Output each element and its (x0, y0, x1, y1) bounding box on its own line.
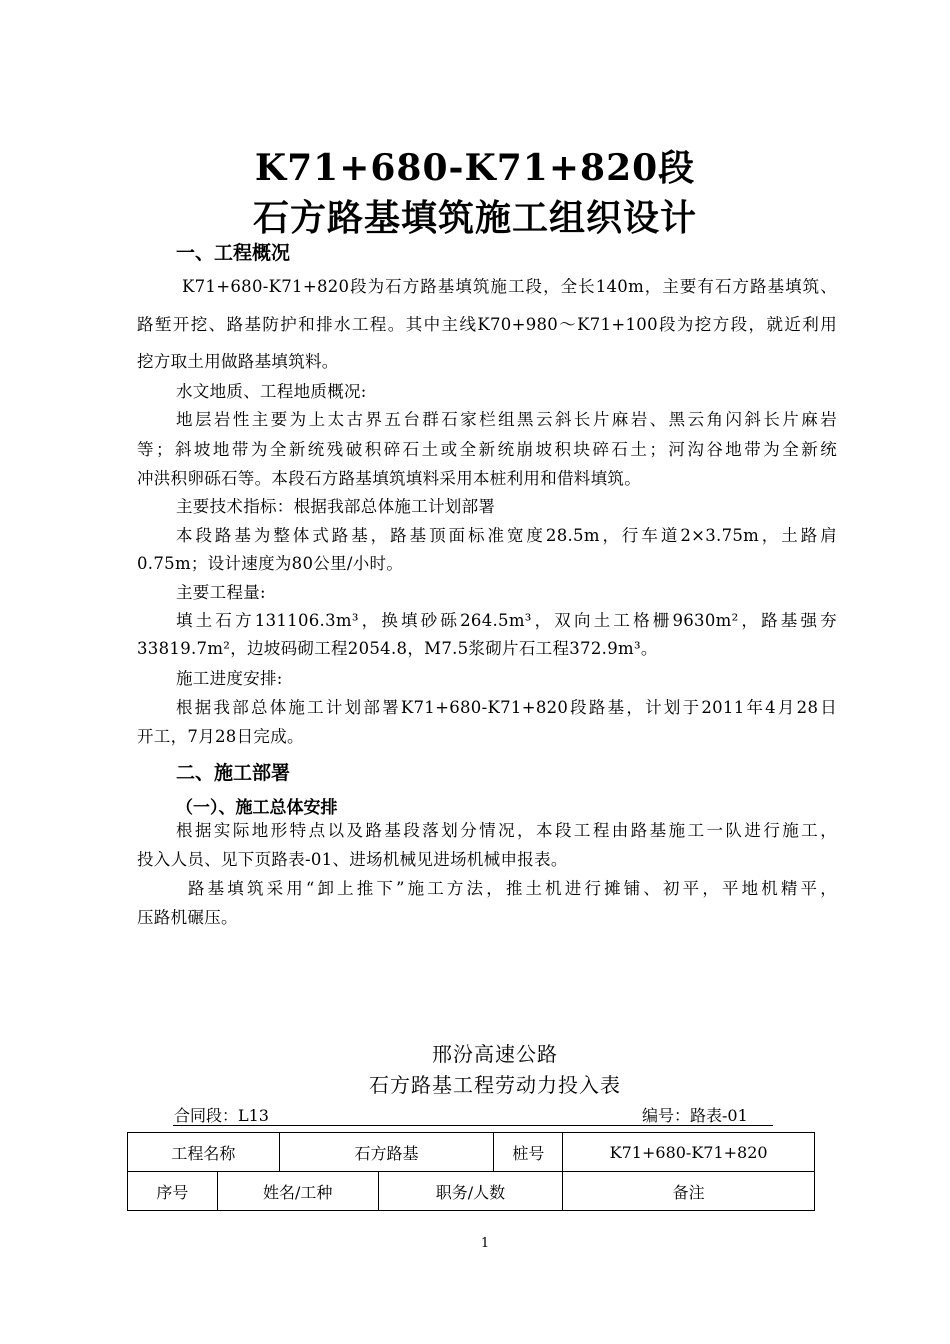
method-line-1: 路基填筑采用“卸上推下”施工方法，推土机进行摊铺、初平，平地机精平， (188, 879, 837, 898)
page-number: 1 (480, 1236, 490, 1251)
geo-line-3: 冲洪积卵砾石等。本段石方路基填筑填料采用本桩利用和借料填筑。 (137, 469, 641, 488)
header-underline (173, 1125, 773, 1126)
form-code-label: 编号：路表-01 (642, 1106, 748, 1125)
geo-line-1: 地层岩性主要为上太古界五台群石家栏组黑云斜长片麻岩、黑云角闪斜长片麻岩 (176, 410, 837, 429)
project-name-value-cell: 石方路基 (279, 1133, 494, 1172)
quantity-line-1: 填土石方131106.3m³，换填砂砾264.5m³，双向土工格栅9630m²，路基强夯 (176, 611, 837, 630)
arrangement-line-2: 投入人员、见下页路表-01、进场机械见进场机械申报表。 (137, 850, 568, 869)
contract-section-label: 合同段：L13 (174, 1106, 269, 1125)
schedule-line-2: 开工，7月28日完成。 (137, 727, 304, 746)
subsection-1-heading: （一）、施工总体安排 (176, 798, 338, 818)
section-1-heading: 一、工程概况 (176, 242, 291, 264)
quantity-line-2: 33819.7m²，边坡码砌工程2054.8，M7.5浆砌片石工程372.9m³。 (137, 639, 658, 658)
geo-line-2: 等；斜坡地带为全新统残破积碎石土或全新统崩坡积块碎石土；河沟谷地带为全新统 (137, 440, 837, 459)
title-line-2: 石方路基填筑施工组织设计 (252, 197, 697, 239)
table-title: 石方路基工程劳动力投入表 (369, 1073, 621, 1097)
table-row (128, 1133, 815, 1172)
station-label-cell: 桩号 (494, 1133, 563, 1172)
quantity-label: 主要工程量: (176, 583, 266, 602)
name-trade-header: 姓名/工种 (217, 1172, 378, 1211)
schedule-label: 施工进度安排: (176, 669, 283, 688)
tech-line-1: 本段路基为整体式路基，路基顶面标准宽度28.5m，行车道2×3.75m，土路肩 (176, 526, 837, 545)
project-name-label-cell: 工程名称 (128, 1133, 280, 1172)
remark-header: 备注 (563, 1172, 815, 1211)
title-line-1: K71+680-K71+820段 (254, 147, 696, 189)
table-row (128, 1172, 815, 1211)
overview-line-2: 路堑开挖、路基防护和排水工程。其中主线K70+980～K71+100段为挖方段，就近利用 (137, 315, 837, 334)
post-count-header: 职务/人数 (378, 1172, 563, 1211)
hydro-label: 水文地质、工程地质概况: (176, 382, 367, 401)
arrangement-line-1: 根据实际地形特点以及路基段落划分情况，本段工程由路基施工一队进行施工， (176, 821, 837, 840)
section-2-heading: 二、施工部署 (176, 762, 291, 784)
serial-no-header: 序号 (128, 1172, 218, 1211)
station-value-cell: K71+680-K71+820 (563, 1133, 815, 1172)
table-project-title: 邢汾高速公路 (432, 1042, 558, 1066)
overview-line-1: K71+680-K71+820段为石方路基填筑施工段，全长140m，主要有石方路基填筑、 (182, 277, 837, 296)
labor-table (127, 1132, 815, 1211)
method-line-2: 压路机碾压。 (137, 908, 238, 927)
tech-label: 主要技术指标：根据我部总体施工计划部署 (176, 497, 496, 516)
overview-line-3: 挖方取土用做路基填筑料。 (137, 352, 339, 371)
tech-line-2: 0.75m；设计速度为80公里/小时。 (137, 554, 404, 573)
schedule-line-1: 根据我部总体施工计划部署K71+680-K71+820段路基，计划于2011年4月28日 (176, 698, 837, 717)
